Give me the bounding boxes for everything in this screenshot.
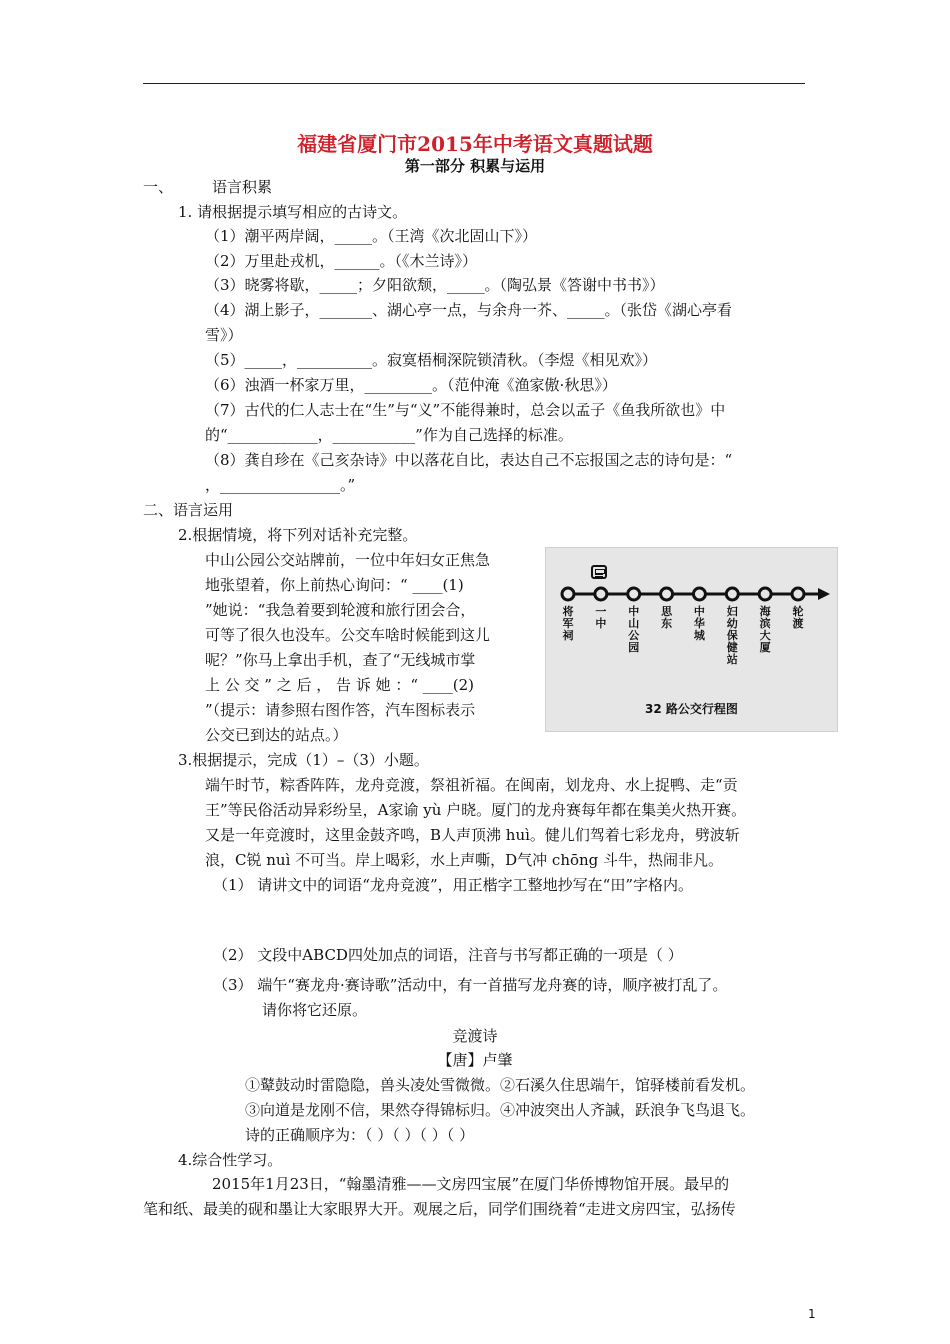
q2-line-4: 可等了很久也没车。公交车啥时候能到这儿	[205, 626, 491, 644]
stop-dot	[595, 588, 607, 600]
stop-label: 思东	[661, 605, 673, 630]
page-subtitle: 第一部分 积累与运用	[404, 157, 546, 175]
stop-dot	[661, 588, 673, 600]
q2-line-2: 地张望着，你上前热心询问：“ ____(1)	[205, 576, 464, 594]
q3-passage-4: 浪，C锐 nuì 不可当。岸上喝彩，水上声嘶，D气冲 chōng 斗牛，热闹非凡。	[205, 851, 724, 869]
section-2-heading: 二、语言运用	[143, 501, 234, 519]
q2-line-1: 中山公园公交站牌前，一位中年妇女正焦急	[205, 551, 491, 569]
q1-item-4: （4）湖上影子，_______、湖心亭一点，与余舟一芥、_____。（张岱《湖心亭看	[205, 301, 733, 319]
page-title: 福建省厦门市2015年中考语文真题试题	[297, 132, 653, 156]
q3-sub-3-cont: 请你将它还原。	[262, 1001, 368, 1019]
bus-route-figure	[545, 547, 838, 732]
q2-line-6: 上 公 交 ” 之 后 ， 告 诉 她 ：“ ____(2)	[205, 676, 475, 694]
question-1-title: 1. 请根据提示填写相应的古诗文。	[178, 203, 408, 221]
stop-dot	[759, 588, 771, 600]
stop-dot	[562, 588, 574, 600]
stop-dot	[792, 588, 804, 600]
route-arrow	[818, 588, 830, 600]
q1-item-7: （7）古代的仁人志士在“生”与“义”不能得兼时，总会以孟子《鱼我所欲也》中	[205, 401, 726, 419]
q1-item-5: （5）_____，__________。寂寞梧桐深院锁清秋。（李煜《相见欢》）	[205, 351, 658, 369]
stop-label: 妇幼保健站	[726, 605, 738, 666]
stop-dot	[726, 588, 738, 600]
stop-label: 一中	[595, 605, 607, 630]
q3-passage-2: 王”等民俗活动异彩纷呈，A家谕 yù 户晓。厦门的龙舟赛每年都在集美火热开赛。	[205, 801, 747, 819]
poem-order: 诗的正确顺序为：（ ）（ ）（ ）（ ）	[245, 1126, 475, 1144]
q4-line-1: 2015年1月23日，“翰墨清雅——文房四宝展”在厦门华侨博物馆开展。最早的	[212, 1175, 730, 1193]
q3-sub-2: （2） 文段中ABCD四处加点的词语，注音与书写都正确的一项是（ ）	[213, 946, 683, 964]
figure-caption: 32 路公交行程图	[645, 702, 738, 716]
q1-item-8: （8）龚自珍在《己亥杂诗》中以落花自比，表达自己不忘报国之志的诗句是：“	[205, 451, 733, 469]
poem-line-2: ③向道是龙刚不信，果然夺得锦标归。④冲波突出人齐諴，跃浪争飞鸟退飞。	[245, 1101, 756, 1119]
stop-label: 中华城	[693, 605, 705, 642]
q2-line-3: ”她说：“我急着要到轮渡和旅行团会合，	[205, 601, 476, 619]
stop-dot	[693, 588, 705, 600]
q1-item-3: （3）晓雾将歇，_____；夕阳欲颓，_____。（陶弘景《答谢中书书》）	[205, 276, 665, 294]
q4-line-2: 笔和纸、最美的砚和墨让大家眼界大开。观展之后，同学们围绕着“走进文房四宝，弘扬传	[143, 1200, 736, 1218]
question-3-title: 3.根据提示，完成（1）–（3）小题。	[178, 751, 429, 769]
poem-title: 竞渡诗	[452, 1027, 498, 1045]
q3-sub-1: （1） 请讲文中的词语“龙舟竞渡”，用正楷字工整地抄写在“田”字格内。	[213, 876, 693, 894]
stop-label: 轮渡	[792, 605, 804, 630]
poem-line-1: ①鼙鼓动时雷隐隐，兽头凌处雪微微。②石溪久住思端午，馆驿楼前看发机。	[245, 1076, 756, 1094]
q1-item-4-cont: 雪》）	[205, 326, 243, 344]
q1-item-6: （6）浊酒一杯家万里，_________。（范仲淹《渔家傲·秋思》）	[205, 376, 617, 394]
stop-dot	[628, 588, 640, 600]
q1-item-2: （2）万里赴戎机，______。（《木兰诗》）	[205, 252, 478, 270]
header-rule	[143, 83, 805, 84]
question-4-title: 4.综合性学习。	[178, 1151, 283, 1169]
q3-passage-3: 又是一年竞渡时，这里金鼓齐鸣，B人声顶沸 huì。健儿们驾着七彩龙舟，劈波斩	[205, 826, 740, 844]
stop-label: 海滨大厦	[759, 605, 771, 654]
section-1-heading: 语言积累	[212, 178, 273, 196]
q2-line-7: ”（提示：请参照右图作答，汽车图标表示	[205, 701, 476, 719]
bus-icon	[591, 565, 607, 579]
stop-label: 中山公园	[628, 605, 640, 654]
q3-passage-1: 端午时节，粽香阵阵，龙舟竞渡，祭祖祈福。在闽南，划龙舟、水上捉鸭、走“贡	[205, 776, 738, 794]
poem-author: 【唐】卢肇	[437, 1051, 513, 1069]
q1-item-8-cont: ，________________。”	[205, 476, 356, 494]
question-2-title: 2.根据情境，将下列对话补充完整。	[178, 526, 418, 544]
page-number: 1	[808, 1307, 816, 1321]
q1-item-1: （1）潮平两岸阔，_____。（王湾《次北固山下》）	[205, 227, 538, 245]
q1-item-7-cont: 的“____________，___________”作为自己选择的标准。	[205, 426, 573, 444]
section-1-number: 一、	[143, 178, 174, 196]
q2-line-8: 公交已到达的站点。）	[205, 726, 348, 744]
q3-sub-3: （3） 端午“赛龙舟·赛诗歌”活动中，有一首描写龙舟赛的诗，顺序被打乱了。	[213, 976, 728, 994]
q2-line-5: 呢？”你马上拿出手机，查了“无线城市掌	[205, 651, 476, 669]
stop-label: 将军祠	[562, 605, 574, 642]
